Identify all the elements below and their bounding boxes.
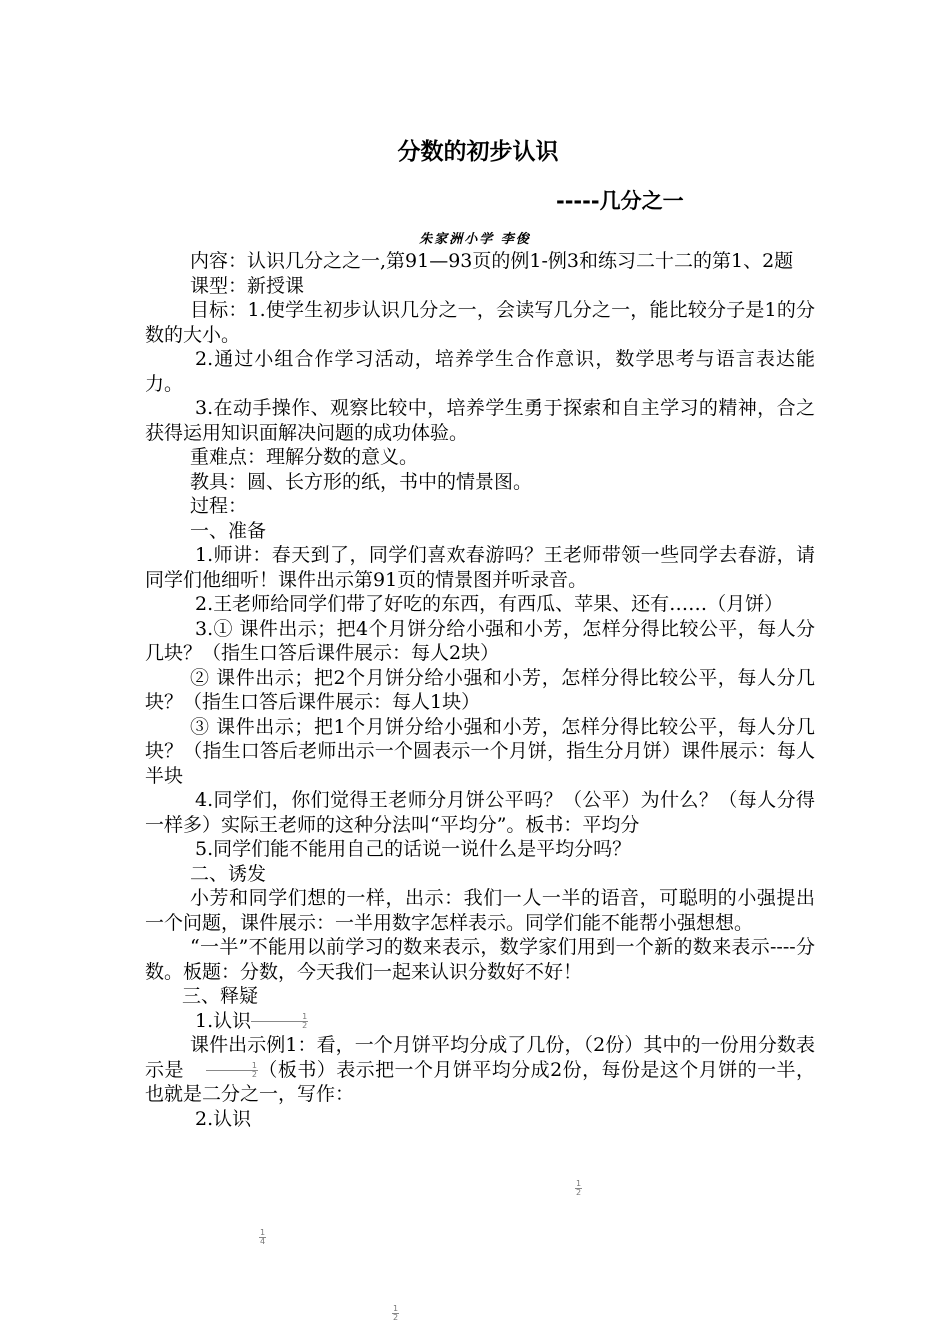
step-3-2-text-a: 课件出示例1：看，一个月饼平均分成了几份，（2份）其中的一份用分数表示是 [145, 1034, 815, 1081]
step-2-2: “一半”不能用以前学习的数来表示，数学家们用到一个新的数来表示----分数。板题：分数，今天我们一起来认识分数好不好！ [145, 936, 815, 983]
fraction-one-half [251, 1013, 308, 1030]
fraction-one-half-written [575, 1180, 582, 1197]
fraction-denominator: 4 [260, 1237, 266, 1246]
step-1-3a: 3.① 课件出示；把4个月饼分给小强和小芳，怎样分得比较公平，每人分几块？（指生口答后课件展示：每人2块） [145, 617, 815, 664]
fraction-denominator: 2 [576, 1188, 582, 1197]
process-line: 过程： [190, 495, 248, 517]
step-3-1 [145, 1009, 815, 1034]
page-title: 分数的初步认识 [397, 139, 559, 165]
fraction-one-half-inline [206, 1062, 258, 1079]
step-3-2-text-b: （板书）表示把一个月饼平均分成2份，每份是这个月饼的一半，也就是二分之一，写作： [145, 1058, 815, 1105]
document-body [145, 249, 815, 1131]
fraction-numerator: 1 [260, 1228, 266, 1237]
section-heading-3: 三、释疑 [182, 985, 259, 1007]
fraction-numerator: 1 [393, 1304, 399, 1313]
step-3-3: 2.认识 [195, 1107, 252, 1130]
fraction-numerator: 1 [206, 1062, 258, 1071]
content-line: 内容：认识几分之之一,第91—93页的例1-例3和练习二十二的第1、2题 [190, 250, 794, 272]
step-1-2: 2.王老师给同学们带了好吃的东西，有西瓜、苹果、还有……（月饼） [195, 593, 784, 615]
fraction-denominator: 2 [302, 1021, 308, 1030]
step-1-3b: ② 课件出示；把2个月饼分给小强和小芳，怎样分得比较公平，每人分几块？（指生口答后课件展示：每人1块） [145, 666, 815, 713]
step-1-1: 1.师讲：春天到了，同学们喜欢春游吗？王老师带领一些同学去春游，请同学们他细听！课件出示第91页的情景图并听录音。 [145, 544, 815, 591]
fraction-one-quarter [259, 1229, 266, 1246]
section-heading-1: 一、准备 [190, 519, 267, 542]
lesson-type-line: 课型：新授课 [190, 274, 305, 297]
step-3-2 [145, 1033, 815, 1107]
section-heading-2: 二、诱发 [190, 862, 267, 885]
step-1-3c: ③ 课件出示；把1个月饼分给小强和小芳，怎样分得比较公平，每人分几块？（指生口答后老师出示一个圆表示一个月饼，指生分月饼）课件展示：每人半块 [145, 715, 815, 787]
fraction-denominator: 2 [393, 1313, 399, 1322]
goal-3: 3.在动手操作、观察比较中，培养学生勇于探索和自主学习的精神，合之获得运用知识面解决问题的成功体验。 [145, 397, 815, 444]
fraction-one-half-bottom [392, 1305, 399, 1322]
step-1-5: 5.同学们能不能用自己的话说一说什么是平均分吗？ [195, 838, 632, 860]
page-subtitle: -----几分之一 [556, 189, 684, 213]
goal-1: 目标：1.使学生初步认识几分之一，会读写几分之一，能比较分子是1的分数的大小。 [145, 299, 815, 346]
fraction-numerator: 1 [576, 1179, 582, 1188]
step-2-1: 小芳和同学们想的一样，出示：我们一人一半的语音，可聪明的小强提出一个问题，课件展示：一半用数字怎样表示。同学们能不能帮小强想想。 [145, 887, 815, 934]
tools-line: 教具：圆、长方形的纸，书中的情景图。 [190, 470, 533, 493]
goal-2: 2.通过小组合作学习活动，培养学生合作意识，数学思考与语言表达能力。 [145, 348, 815, 395]
fraction-denominator: 2 [251, 1070, 257, 1079]
step-3-1-text: 1.认识 [195, 1009, 252, 1032]
step-1-4: 4.同学们，你们觉得王老师分月饼公平吗？（公平）为什么？（每人分得一样多）实际王老师的这种分法叫“平均分”。板书：平均分 [145, 789, 815, 836]
author-line: 朱家洲小学 李俊 [419, 232, 531, 247]
fraction-numerator: 1 [251, 1013, 308, 1022]
key-points-line: 重难点：理解分数的意义。 [190, 446, 419, 468]
